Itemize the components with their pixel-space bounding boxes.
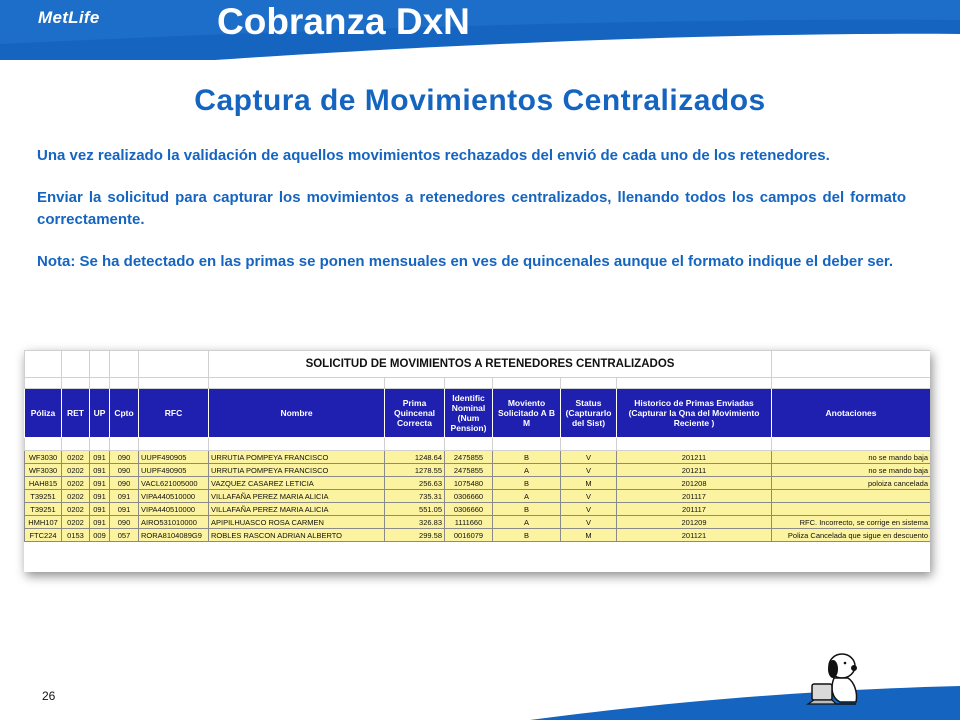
table-cell: 090 bbox=[110, 477, 139, 490]
table-cell: 0202 bbox=[62, 503, 90, 516]
table-cell: M bbox=[561, 529, 617, 542]
table-cell: 201211 bbox=[617, 451, 772, 464]
table-cell: URRUTIA POMPEYA FRANCISCO bbox=[209, 464, 385, 477]
page-number: 26 bbox=[42, 689, 56, 703]
table-cell: 0202 bbox=[62, 451, 90, 464]
snoopy-laptop-icon bbox=[806, 648, 866, 714]
table-cell: T39251 bbox=[25, 490, 62, 503]
table-cell: VIPA440510000 bbox=[139, 503, 209, 516]
body-text bbox=[37, 145, 906, 293]
table-cell: HMH107 bbox=[25, 516, 62, 529]
table-cell: V bbox=[561, 464, 617, 477]
main-heading: Captura de Movimientos Centralizados bbox=[194, 84, 766, 117]
column-header: Anotaciones bbox=[772, 389, 931, 438]
table-cell: M bbox=[561, 477, 617, 490]
table-cell: no se mando baja bbox=[772, 451, 931, 464]
table-cell: 735.31 bbox=[385, 490, 445, 503]
movements-table bbox=[24, 350, 930, 542]
table-cell: B bbox=[493, 451, 561, 464]
column-header: Status (Capturarlo del Sist) bbox=[561, 389, 617, 438]
table-cell: WF3030 bbox=[25, 451, 62, 464]
table-header-row bbox=[25, 389, 931, 438]
table-cell: VACL621005000 bbox=[139, 477, 209, 490]
table-cell: RORA8104089G9 bbox=[139, 529, 209, 542]
sheet-title: SOLICITUD DE MOVIMIENTOS A RETENEDORES CENTRALIZADOS bbox=[209, 351, 772, 378]
table-cell bbox=[772, 490, 931, 503]
paragraph-note: Nota: Se ha detectado en las primas se ponen mensuales en ves de quincenales aunque el formato indique el deber ser. bbox=[37, 253, 894, 270]
table-cell: 1278.55 bbox=[385, 464, 445, 477]
table-row bbox=[25, 477, 931, 490]
column-header: Prima Quincenal Correcta bbox=[385, 389, 445, 438]
table-cell: 299.58 bbox=[385, 529, 445, 542]
table-cell: 256.63 bbox=[385, 477, 445, 490]
column-header: Historico de Primas Enviadas (Capturar la Qna del Movimiento Reciente ) bbox=[617, 389, 772, 438]
table-cell: V bbox=[561, 503, 617, 516]
table-cell: V bbox=[561, 516, 617, 529]
table-cell: 090 bbox=[110, 464, 139, 477]
table-cell: A bbox=[493, 464, 561, 477]
spreadsheet-image bbox=[24, 350, 930, 572]
table-cell: 0306660 bbox=[445, 503, 493, 516]
table-cell: URRUTIA POMPEYA FRANCISCO bbox=[209, 451, 385, 464]
table-body bbox=[25, 451, 931, 542]
table-cell: no se mando baja bbox=[772, 464, 931, 477]
table-cell: B bbox=[493, 503, 561, 516]
column-header: Moviento Solicitado A B M bbox=[493, 389, 561, 438]
table-cell: 0306660 bbox=[445, 490, 493, 503]
table-cell: 0153 bbox=[62, 529, 90, 542]
table-cell: 326.83 bbox=[385, 516, 445, 529]
table-cell: RFC. Incorrecto, se corrige en sistema bbox=[772, 516, 931, 529]
table-cell: VAZQUEZ CASAREZ LETICIA bbox=[209, 477, 385, 490]
table-cell: HAH815 bbox=[25, 477, 62, 490]
table-cell: APIPILHUASCO ROSA CARMEN bbox=[209, 516, 385, 529]
table-cell: B bbox=[493, 477, 561, 490]
table-cell: 1075480 bbox=[445, 477, 493, 490]
table-cell: Poliza Cancelada que sigue en descuento bbox=[772, 529, 931, 542]
table-row bbox=[25, 516, 931, 529]
table-cell: 091 bbox=[90, 503, 110, 516]
table-cell: UUPF490905 bbox=[139, 464, 209, 477]
table-cell: T39251 bbox=[25, 503, 62, 516]
paragraph-instruction: Enviar la solicitud para capturar los movimientos a retenedores centralizados, llenando todos los campos del formato correctamente. bbox=[37, 189, 906, 228]
column-header: UP bbox=[90, 389, 110, 438]
table-cell: 091 bbox=[90, 490, 110, 503]
table-cell: 2475855 bbox=[445, 464, 493, 477]
table-cell: 0202 bbox=[62, 477, 90, 490]
table-cell: 0016079 bbox=[445, 529, 493, 542]
table-cell: 0202 bbox=[62, 490, 90, 503]
column-header: RFC bbox=[139, 389, 209, 438]
table-cell: 091 bbox=[110, 490, 139, 503]
table-row bbox=[25, 490, 931, 503]
table-cell: 091 bbox=[90, 477, 110, 490]
table-cell: 1111660 bbox=[445, 516, 493, 529]
table-cell: 0202 bbox=[62, 464, 90, 477]
table-cell: 091 bbox=[90, 516, 110, 529]
table-cell: 091 bbox=[90, 451, 110, 464]
metlife-logo: MetLife bbox=[38, 8, 100, 27]
table-cell: 057 bbox=[110, 529, 139, 542]
table-cell bbox=[772, 503, 931, 516]
table-cell: A bbox=[493, 490, 561, 503]
blank-row bbox=[25, 438, 931, 451]
table-row bbox=[25, 451, 931, 464]
table-cell: 090 bbox=[110, 516, 139, 529]
table-cell: 551.05 bbox=[385, 503, 445, 516]
table-cell: FTC224 bbox=[25, 529, 62, 542]
table-cell: 201117 bbox=[617, 490, 772, 503]
column-header: Identific Nominal (Num Pension) bbox=[445, 389, 493, 438]
table-cell: 1248.64 bbox=[385, 451, 445, 464]
table-cell: B bbox=[493, 529, 561, 542]
table-cell: 201121 bbox=[617, 529, 772, 542]
header-band bbox=[0, 0, 960, 62]
column-header: Nombre bbox=[209, 389, 385, 438]
table-cell: 091 bbox=[90, 464, 110, 477]
paragraph-intro: Una vez realizado la validación de aquellos movimientos rechazados del envió de cada uno de los retenedores. bbox=[37, 147, 830, 164]
table-cell: 090 bbox=[110, 451, 139, 464]
table-cell: V bbox=[561, 490, 617, 503]
table-cell: 201117 bbox=[617, 503, 772, 516]
table-cell: 201211 bbox=[617, 464, 772, 477]
table-row bbox=[25, 503, 931, 516]
column-header: RET bbox=[62, 389, 90, 438]
table-row bbox=[25, 529, 931, 542]
table-cell: 201209 bbox=[617, 516, 772, 529]
slide-title: Cobranza DxN bbox=[217, 1, 470, 42]
table-row bbox=[25, 464, 931, 477]
table-cell: VILLAFAÑA PEREZ MARIA ALICIA bbox=[209, 490, 385, 503]
table-cell: 091 bbox=[110, 503, 139, 516]
table-cell: 201208 bbox=[617, 477, 772, 490]
sheet-title-row bbox=[25, 351, 931, 378]
table-cell: UUPF490905 bbox=[139, 451, 209, 464]
spacer-row bbox=[25, 378, 931, 389]
column-header: Póliza bbox=[25, 389, 62, 438]
table-cell: V bbox=[561, 451, 617, 464]
table-cell: A bbox=[493, 516, 561, 529]
table-cell: poloiza cancelada bbox=[772, 477, 931, 490]
table-cell: WF3030 bbox=[25, 464, 62, 477]
table-cell: 009 bbox=[90, 529, 110, 542]
table-cell: 0202 bbox=[62, 516, 90, 529]
column-header: Cpto bbox=[110, 389, 139, 438]
table-cell: ROBLES RASCON ADRIAN ALBERTO bbox=[209, 529, 385, 542]
table-cell: AIRO531010000 bbox=[139, 516, 209, 529]
table-cell: 2475855 bbox=[445, 451, 493, 464]
table-cell: VIPA440510000 bbox=[139, 490, 209, 503]
table-cell: VILLAFAÑA PEREZ MARIA ALICIA bbox=[209, 503, 385, 516]
